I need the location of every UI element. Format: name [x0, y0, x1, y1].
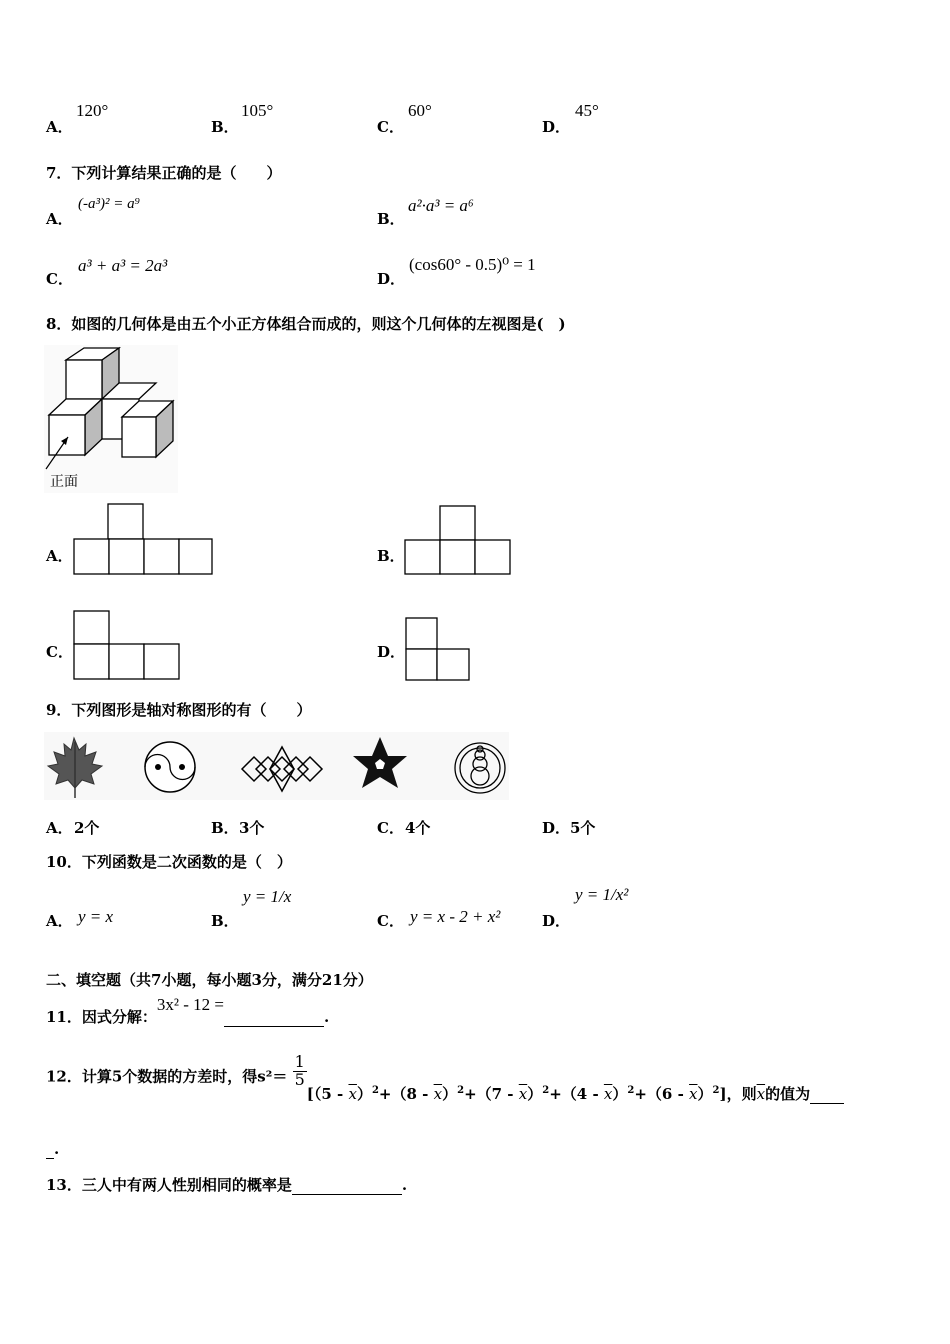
q13-end: . — [401, 1176, 408, 1194]
q6-option-b-letter: B． — [211, 118, 239, 136]
q11-stem: 11．因式分解： — [46, 1008, 157, 1026]
q11-end: . — [323, 1008, 330, 1026]
q10-option-a-letter: A． — [46, 912, 73, 930]
q9-option-c-letter: C． — [377, 819, 404, 837]
q7-option-d-letter: D． — [377, 270, 406, 288]
q6-option-b-value: 105° — [241, 101, 274, 120]
q12-term-4: 4 — [576, 1085, 588, 1104]
q7-option-c-expr: a³ + a³ = 2a³ — [78, 256, 168, 275]
q10-option-b-letter: B． — [211, 912, 239, 930]
q12-tail: ，则 — [726, 1085, 757, 1104]
q6-option-c-value: 60° — [408, 101, 432, 120]
q10-option-c-expr: y = x - 2 + x² — [410, 907, 501, 926]
q8-option-a-letter: A． — [46, 547, 73, 565]
q8-option-b-figure — [403, 505, 513, 577]
q7-stem: 7．下列计算结果正确的是（ ） — [46, 164, 282, 182]
q9-option-a-text: 2个 — [74, 819, 100, 837]
q12-term-2: 8 — [406, 1085, 417, 1104]
q10-option-c-letter: C． — [377, 912, 404, 930]
q11-answer-blank[interactable] — [224, 1008, 324, 1027]
q6-option-d-letter: D． — [542, 118, 571, 136]
q7-option-b-expr: a²·a³ = a⁶ — [408, 196, 474, 215]
q7-option-c-letter: C． — [46, 270, 73, 288]
q7-option-b-letter: B． — [377, 210, 405, 228]
q12-term-1: 5 — [321, 1085, 332, 1104]
q6-option-d-value: 45° — [575, 101, 599, 120]
q9-option-b-text: 3个 — [239, 819, 265, 837]
q9-stem: 9．下列图形是轴对称图形的有（ ） — [46, 701, 312, 719]
q7-option-a-expr: (-a³)² = a⁹ — [78, 196, 140, 212]
q8-option-b-letter: B． — [377, 547, 405, 565]
q13-line — [46, 1174, 407, 1195]
q12-end: . — [54, 1140, 60, 1158]
q10-option-d-expr: y = 1/x² — [575, 885, 629, 904]
q6-option-a-value: 120° — [76, 101, 109, 120]
q10-option-a-expr: y = x — [78, 907, 114, 926]
q6-option-c-letter: C． — [377, 118, 404, 136]
q12-answer-blank-cont[interactable] — [46, 1140, 54, 1159]
q12-tail2: 的值为 — [765, 1085, 811, 1104]
q10-option-d-letter: D． — [542, 912, 571, 930]
q9-option-b-letter: B． — [211, 819, 239, 837]
q9-option-c-text: 4个 — [405, 819, 431, 837]
q9-option-d-letter: D． — [542, 819, 571, 837]
q12-frac-den: 5 — [294, 1069, 305, 1089]
q8-option-d-figure — [404, 616, 474, 684]
q8-option-a-figure — [72, 503, 216, 577]
q8-stem: 8．如图的几何体是由五个小正方体组合而成的，则这个几何体的左视图是( ) — [46, 315, 566, 333]
q12-term-3: 7 — [491, 1085, 503, 1104]
q7-option-a-letter: A． — [46, 210, 73, 228]
q12-answer-blank[interactable] — [810, 1085, 844, 1104]
q9-figures-strip — [44, 732, 509, 800]
q10-stem: 10．下列函数是二次函数的是（ ） — [46, 853, 292, 871]
q6-option-a-letter: A． — [46, 118, 73, 136]
q11-expr: 3x² - 12 = — [156, 995, 224, 1014]
q8-front-label: 正面 — [50, 474, 78, 490]
q8-option-d-letter: D． — [377, 643, 406, 661]
q10-option-b-expr: y = 1/x — [243, 887, 292, 906]
q7-option-d-expr: (cos60° - 0.5)⁰ = 1 — [409, 255, 536, 274]
q12-frac-num: 1 — [294, 1052, 305, 1071]
q12-term-5: 6 — [661, 1085, 673, 1104]
yin-yang-icon — [145, 742, 195, 792]
q12-stem: 12．计算5个数据的方差时，得s²＝ — [46, 1067, 288, 1086]
section2-heading: 二、填空题（共7小题，每小题3分，满分21分） — [46, 971, 373, 989]
q8-option-c-letter: C． — [46, 643, 73, 661]
q12-line: 12．计算5个数据的方差时，得s²＝ $\frac{1}{5}$ $[(5 - \overline{x})^2+(8 - \overline{x})^2+(7 - \overline{x})^2+(4 - \overline{x})^2+(6 - \overline{x})^2]$，则$\overline{x}$的值为 — [46, 1060, 844, 1095]
q13-stem: 13．三人中有两人性别相同的概率是 — [46, 1176, 292, 1194]
q12-fraction — [293, 1054, 307, 1089]
q8-option-c-figure — [72, 610, 182, 682]
q9-option-d-text: 5个 — [570, 819, 596, 837]
q12-continuation — [46, 1140, 59, 1159]
q13-answer-blank[interactable] — [292, 1176, 402, 1195]
q11-line — [46, 995, 330, 1027]
q9-option-a-letter: A． — [46, 819, 73, 837]
